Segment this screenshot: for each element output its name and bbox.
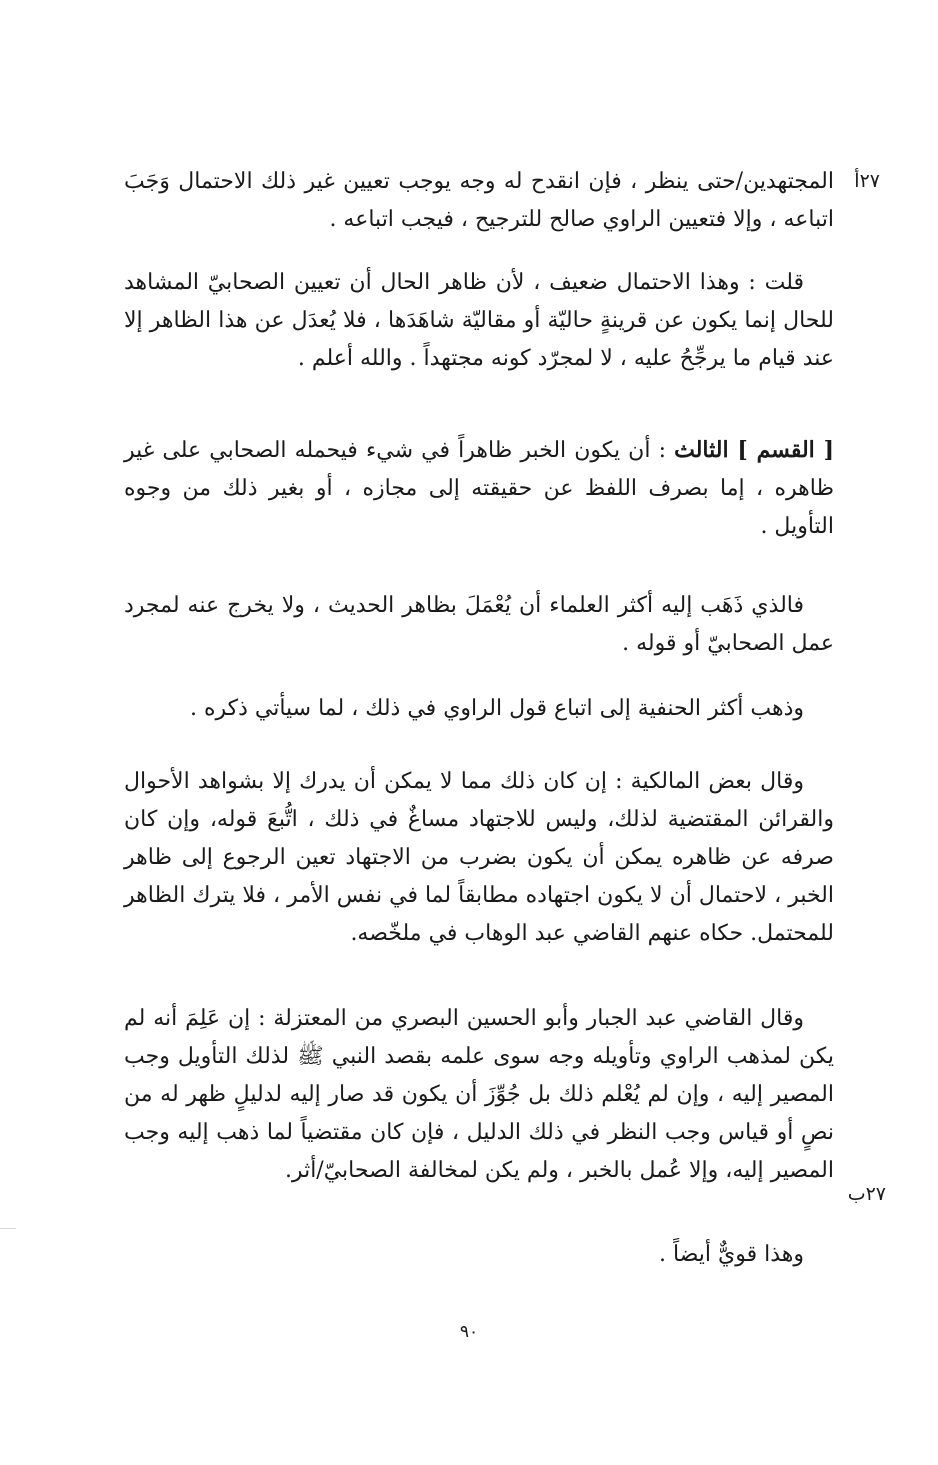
paragraph-5 bbox=[124, 690, 834, 728]
margin-rule bbox=[0, 1228, 16, 1229]
paragraph-6-text: وقال بعض المالكية : إن كان ذلك مما لا يمكن أن يدرك إلا بشواهد الأحوال والقرائن المقتضية لذلك، وليس للاجتهاد مساغٌ في ذلك ، اتُّبعَ قوله، وإن كان صرفه عن ظاهره يمكن أن يكون بضرب من الاجتهاد تعين الرجوع إلى ظاهر الخبر ، لاحتمال أن لا يكون اجتهاده مطابقاً لما في نفس الأمر ، فلا يترك الظاهر للمحتمل. حكاه عنهم القاضي عبد الوهاب في ملخّصه. bbox=[124, 769, 834, 946]
paragraph-1-text: المجتهدين/حتى ينظر ، فإن انقدح له وجه يوجب تعيين غير ذلك الاحتمال وَجَبَ اتباعه ، وإلا فتعيين الراوي صالح للترجيح ، فيجب اتباعه . bbox=[124, 169, 834, 232]
paragraph-4-text: فالذي ذَهَب إليه أكثر العلماء أن يُعْمَلَ بظاهر الحديث ، ولا يخرج عنه لمجرد عمل الصحابيّ أو قوله . bbox=[124, 593, 834, 656]
paragraph-2 bbox=[124, 264, 834, 378]
page-number: ٩٠ bbox=[459, 1322, 479, 1342]
paragraph-7 bbox=[124, 1000, 834, 1190]
section-heading: [ القسم ] الثالث bbox=[674, 437, 834, 463]
margin-folio-27a: ٢٧أ bbox=[854, 170, 880, 192]
paragraph-8 bbox=[124, 1236, 834, 1274]
paragraph-3-text bbox=[124, 431, 834, 546]
paragraph-5-text: وذهب أكثر الحنفية إلى اتباع قول الراوي في ذلك ، لما سيأتي ذكره . bbox=[189, 696, 804, 721]
margin-folio-27b: ٢٧ب bbox=[847, 1183, 886, 1205]
paragraph-4 bbox=[124, 587, 834, 663]
paragraph-2-text: قلت : وهذا الاحتمال ضعيف ، لأن ظاهر الحال أن تعيين الصحابيّ المشاهد للحال إنما يكون عن قرينةٍ حاليّة أو مقاليّة شاهَدَها ، فلا يُعدَل عن هذا الظاهر إلا عند قيام ما يرجِّحُ عليه ، لا لمجرّد كونه مجتهداً . والله أعلم . bbox=[124, 270, 834, 371]
paragraph-8-text: وهذا قويٌّ أيضاً . bbox=[659, 1242, 804, 1267]
paragraph-6 bbox=[124, 763, 834, 953]
paragraph-7-text: وقال القاضي عبد الجبار وأبو الحسين البصري من المعتزلة : إن عَلِمَ أنه لم يكن لمذهب الراوي وتأويله وجه سوى علمه بقصد النبي ﷺ لذلك التأويل وجب المصير إليه ، وإن لم يُعْلم ذلك بل جُوِّزَ أن يكون قد صار إليه لدليلٍ ظهر له من نصٍ أو قياس وجب النظر في ذلك الدليل ، فإن كان مقتضياً لما ذهب إليه وجب المصير إليه، وإلا عُمل بالخبر ، ولم يكن لمخالفة الصحابيّ/أثر. bbox=[124, 1006, 834, 1183]
section-body: : أن يكون الخبر ظاهراً في شيء فيحمله الصحابي على غير ظاهره ، إما بصرف اللفظ عن حقيقته إلى مجازه ، أو بغير ذلك من وجوه التأويل . bbox=[124, 438, 834, 539]
paragraph-1 bbox=[124, 163, 834, 239]
paragraph-3 bbox=[124, 431, 834, 546]
